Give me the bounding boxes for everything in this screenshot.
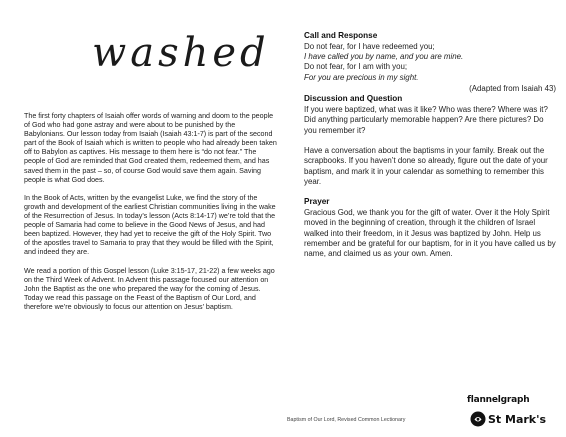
call-response-line: Do not fear, for I am with you; (304, 62, 408, 72)
intro-paragraph-acts: In the Book of Acts, written by the evangelist Luke, we find the story of the growth and development of the earliest Christian communities living in the wake of the Resurrection of Jesus. In today’s lesson (Acts 8:14-17) we’re told that the people of Samaria had come to believe in the Good News of Jesus, and had been baptized. However, they had yet to receive the gift of the Holy Spirit. Two of the apostles travel to Samaria to pray that they would be filled with the Spirit, and indeed they are. (24, 193, 276, 257)
call-response-line: I have called you by name, and you are mine. (304, 52, 464, 62)
discussion-paragraph: If you were baptized, what was it like? Who was there? Where was it? Did anything particularly memorable happen? Are there pictures? Do you remember it? (304, 105, 548, 135)
st-marks-logo (470, 411, 546, 427)
intro-paragraph-luke: We read a portion of this Gospel lesson (Luke 3:15-17, 21-22) a few weeks ago on the Third Week of Advent. In Advent this passage focused our attention on John the Baptist as the one who prepared the way for the coming of Jesus. Today we read this passage on the Feast of the Baptism of Our Lord, and therefore we’re obviously to focus our attention on Jesus’ baptism. (24, 266, 275, 311)
call-response-line: Do not fear, for I have redeemed you; (304, 41, 435, 51)
discussion-heading: Discussion and Question (304, 94, 403, 104)
st-marks-wordmark: St Mark's (488, 412, 547, 426)
prayer-text: Gracious God, we thank you for the gift of water. Over it the Holy Spirit moved in the beginning of creation, through it the children of Israel walked into their freedom, in it Jesus was baptized by John. Help us remember and be grateful for our baptism, for in it you have called us by name, and claimed us as your own. Amen. (304, 207, 556, 259)
lectionary-caption: Baptism of Our Lord, Revised Common Lectionary (287, 417, 406, 423)
flannelgraph-logo: flannelgraph (467, 395, 530, 405)
intro-paragraph-isaiah: The first forty chapters of Isaiah offer words of warning and doom to the people of God who had gone astray and were about to be punished by the Babylonians. Our lesson today from Isaiah (Isaiah 43:1-7) is part of the second part of the Book of Isaiah which is written to people who had already been taken off to Babylon as captives. His message to them here is “do not fear.” The people of God are reminded that God created them, redeemed them, and has saved them in the past – so, of course God would save them again. Saving people is what God does. (24, 112, 277, 184)
st-marks-logo-icon (470, 411, 486, 427)
page-title: washed (92, 30, 270, 76)
prayer-heading: Prayer (304, 197, 330, 207)
call-response-line: For you are precious in my sight. (304, 72, 419, 82)
right-column (304, 31, 556, 269)
left-column (24, 112, 277, 321)
call-response-heading: Call and Response (304, 31, 378, 40)
discussion-paragraph: Have a conversation about the baptisms in your family. Break out the scrapbooks. If you haven’t done so already, figure out the date of your baptism, and mark it in your calendar as something to remember this year. (304, 145, 548, 186)
call-response-credit: (Adapted from Isaiah 43) (469, 83, 556, 93)
